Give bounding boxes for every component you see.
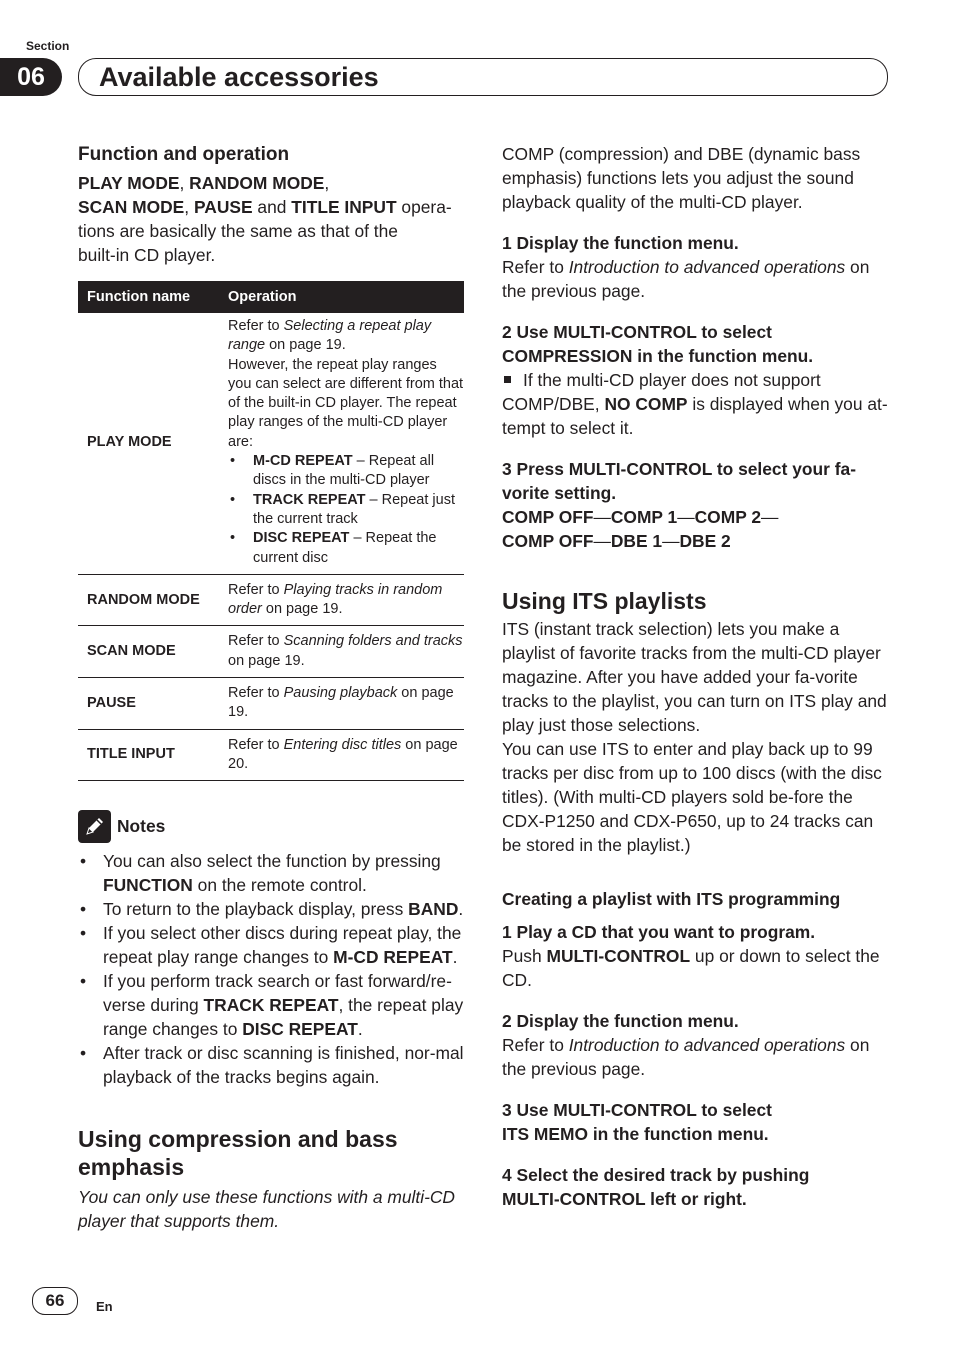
step-text: Push bbox=[502, 946, 547, 966]
refer-text: Refer to bbox=[228, 581, 284, 598]
refer-text: on page 19. bbox=[265, 337, 346, 354]
function-operation-heading: Function and operation bbox=[78, 144, 290, 165]
repeat-range-list bbox=[228, 452, 464, 568]
intro-text: tions are basically the same as that of the bbox=[78, 221, 398, 241]
compression-section bbox=[78, 1125, 464, 1233]
its-step-1 bbox=[502, 920, 892, 992]
function-operation bbox=[218, 313, 464, 574]
intro-sep: , bbox=[324, 173, 330, 193]
setting-option: COMP OFF bbox=[502, 531, 594, 551]
operation-body: However, the repeat play ranges you can select are different from that of the built-in CD player. The repeat play ranges of the multi-CD player are: bbox=[228, 356, 464, 450]
intro-sep: , bbox=[184, 197, 194, 217]
its-step-4 bbox=[502, 1163, 892, 1211]
left-column bbox=[78, 142, 464, 1233]
its-para-1: ITS (instant track selection) lets you make a playlist of favorite tracks from the multi-CD player magazine. After you have added your fa-vorite tracks to the playlist, you can turn on ITS play and play just those selections. bbox=[502, 619, 887, 735]
cross-reference-link: Scanning folders and tracks bbox=[283, 633, 463, 650]
intro-scan-mode: SCAN MODE bbox=[78, 197, 185, 217]
heading-line: 3 Press MULTI-CONTROL to select your fa- bbox=[502, 459, 856, 479]
note-text: To return to the playback display, press bbox=[103, 899, 409, 920]
comp-intro: COMP (compression) and DBE (dynamic bass emphasis) functions lets you adjust the sound playback quality of the multi-CD player. bbox=[502, 144, 861, 212]
cross-reference-link: Introduction to advanced operations bbox=[568, 257, 846, 277]
list-item bbox=[228, 491, 464, 530]
list-item-text: – Repeat just the current track bbox=[253, 491, 455, 527]
function-operation bbox=[218, 626, 464, 678]
setting-option: COMP 1 bbox=[610, 507, 678, 527]
pencil-icon bbox=[78, 810, 111, 843]
note-text: . bbox=[452, 947, 458, 968]
cross-reference-link: Playing tracks in random order bbox=[228, 581, 443, 618]
compression-intro: You can only use these functions with a multi-CD player that supports them. bbox=[78, 1187, 455, 1232]
cross-reference-link: Pausing playback bbox=[283, 685, 398, 702]
function-name: PAUSE bbox=[78, 678, 218, 730]
dash: — bbox=[593, 507, 611, 527]
step-body bbox=[502, 1033, 892, 1081]
heading-line: vorite setting. bbox=[502, 483, 617, 503]
refer-text: Refer to bbox=[228, 318, 284, 334]
its-para-2: You can use ITS to enter and play back up to 99 tracks per disc from up to 100 discs (with the disc titles). (With multi-CD players sold be-fore the CDX-P1250 and CDX-P650, up to 24 tracks can be stored in the playlist.) bbox=[502, 739, 882, 855]
heading-line: Using compression and bass bbox=[78, 1126, 398, 1153]
heading-line: MULTI-CONTROL left or right. bbox=[502, 1189, 747, 1209]
list-item-bold: TRACK REPEAT bbox=[253, 491, 366, 508]
intro-pause: PAUSE bbox=[193, 197, 253, 217]
note-bold: DISC REPEAT bbox=[242, 1019, 358, 1040]
step-heading bbox=[502, 1163, 892, 1211]
note-bold: TRACK REPEAT bbox=[203, 995, 339, 1016]
its-heading: Using ITS playlists bbox=[502, 588, 707, 614]
square-bullet-icon bbox=[504, 376, 511, 383]
dash: — bbox=[761, 507, 779, 527]
refer-text: Refer to bbox=[502, 1035, 569, 1055]
heading-line: 4 Select the desired track by pushing bbox=[502, 1165, 810, 1185]
step-bold: MULTI-CONTROL bbox=[546, 946, 691, 966]
refer-text: Refer to bbox=[228, 633, 284, 650]
language-label: En bbox=[96, 1299, 113, 1314]
setting-option: DBE 2 bbox=[679, 531, 731, 551]
intro-sep: , bbox=[179, 173, 190, 193]
list-item bbox=[78, 969, 464, 1041]
cross-reference-link: Selecting a repeat play range bbox=[228, 318, 432, 354]
function-name: RANDOM MODE bbox=[78, 574, 218, 626]
note-text: If you select other discs during repeat play, the repeat play range changes to bbox=[103, 923, 462, 968]
list-item bbox=[78, 1041, 464, 1089]
refer-text: on page 20. bbox=[228, 736, 458, 772]
intro-and: and bbox=[252, 197, 292, 217]
table-row bbox=[78, 729, 464, 781]
notes-list bbox=[78, 849, 464, 1089]
refer-text: Refer to bbox=[228, 736, 284, 753]
note-text: is displayed when you at-tempt to select it. bbox=[502, 394, 888, 438]
note-text: on the remote control. bbox=[192, 875, 367, 896]
table-row bbox=[78, 626, 464, 678]
intro-text: built-in CD player. bbox=[78, 245, 216, 265]
its-section bbox=[502, 587, 892, 1211]
intro-text: opera- bbox=[396, 197, 452, 217]
cross-reference-link: Entering disc titles bbox=[283, 736, 402, 753]
step-1 bbox=[502, 231, 892, 303]
list-item bbox=[78, 897, 464, 921]
list-item bbox=[228, 452, 464, 491]
dash: — bbox=[593, 531, 611, 551]
step-heading bbox=[502, 320, 892, 368]
notes-title: Notes bbox=[117, 815, 166, 836]
step-2 bbox=[502, 320, 892, 440]
function-operation bbox=[218, 678, 464, 730]
heading-line: emphasis bbox=[78, 1154, 185, 1181]
heading-line: 2 Use MULTI-CONTROL to select bbox=[502, 322, 772, 342]
list-item bbox=[78, 849, 464, 897]
intro-title-input: TITLE INPUT bbox=[291, 197, 397, 217]
refer-text: on the previous page. bbox=[502, 1035, 870, 1079]
page-title: Available accessories bbox=[99, 62, 379, 92]
heading-line: 3 Use MULTI-CONTROL to select bbox=[502, 1100, 772, 1120]
its-step-2 bbox=[502, 1009, 892, 1081]
note-text: , the repeat play range changes to bbox=[103, 995, 464, 1040]
dash: — bbox=[677, 507, 695, 527]
setting-option: COMP 2 bbox=[694, 507, 761, 527]
step-heading bbox=[502, 457, 892, 505]
intro-play-mode: PLAY MODE bbox=[78, 173, 180, 193]
heading-line: COMPRESSION in the function menu. bbox=[502, 346, 814, 366]
right-column bbox=[502, 142, 892, 1211]
function-operation bbox=[218, 729, 464, 781]
table-row bbox=[78, 574, 464, 626]
list-item bbox=[502, 368, 892, 440]
note-text: . bbox=[458, 899, 464, 920]
list-item-text: – Repeat all discs in the multi-CD player bbox=[253, 453, 435, 489]
its-sub-heading: Creating a playlist with ITS programming bbox=[502, 889, 841, 909]
table-header-operation: Operation bbox=[218, 281, 464, 313]
refer-text: Refer to bbox=[502, 257, 569, 277]
list-item-bold: DISC REPEAT bbox=[253, 530, 350, 547]
intro-random-mode: RANDOM MODE bbox=[189, 173, 325, 193]
refer-text: on the previous page. bbox=[502, 257, 870, 301]
list-item-text: – Repeat the current disc bbox=[253, 530, 437, 566]
refer-text: on page 19. bbox=[228, 685, 454, 721]
page-title-box bbox=[78, 58, 888, 96]
note-text: After track or disc scanning is finished, nor-mal playback of the tracks begins again. bbox=[103, 1043, 464, 1088]
step-body bbox=[502, 255, 892, 303]
step-text: up or down to select the CD. bbox=[502, 946, 880, 990]
step-3 bbox=[502, 457, 892, 553]
refer-text: on page 19. bbox=[228, 652, 305, 669]
its-step-3 bbox=[502, 1098, 892, 1146]
refer-text: on page 19. bbox=[261, 601, 343, 618]
page-number: 66 bbox=[32, 1287, 78, 1315]
step-heading: 1 Play a CD that you want to program. bbox=[502, 922, 816, 942]
function-name: PLAY MODE bbox=[78, 313, 218, 574]
step-note-list bbox=[502, 368, 892, 440]
section-label: Section bbox=[26, 39, 70, 53]
function-table bbox=[78, 281, 464, 781]
setting-sequence bbox=[502, 505, 892, 553]
dash: — bbox=[662, 531, 680, 551]
table-row bbox=[78, 313, 464, 574]
heading-line: ITS MEMO in the function menu. bbox=[502, 1124, 769, 1144]
note-bold: FUNCTION bbox=[103, 875, 193, 896]
note-text: If the multi-CD player does not support COMP/DBE, bbox=[502, 370, 821, 414]
table-row bbox=[78, 678, 464, 730]
list-item bbox=[228, 529, 464, 568]
function-name: SCAN MODE bbox=[78, 626, 218, 678]
table-header-row bbox=[78, 281, 464, 313]
note-bold: BAND bbox=[408, 899, 459, 920]
note-text: If you perform track search or fast forward/re-verse during bbox=[103, 971, 452, 1016]
function-name: TITLE INPUT bbox=[78, 729, 218, 781]
cross-reference-link: Introduction to advanced operations bbox=[568, 1035, 846, 1055]
table-header-function-name: Function name bbox=[78, 281, 218, 313]
list-item bbox=[78, 921, 464, 969]
list-item-bold: M-CD REPEAT bbox=[253, 453, 353, 470]
note-text: . bbox=[357, 1019, 363, 1040]
step-heading bbox=[502, 1098, 892, 1146]
section-number-badge: 06 bbox=[0, 58, 62, 96]
note-bold: M-CD REPEAT bbox=[333, 947, 453, 968]
setting-option: DBE 1 bbox=[610, 531, 663, 551]
compression-heading bbox=[78, 1125, 464, 1181]
step-heading: 1 Display the function menu. bbox=[502, 233, 739, 253]
step-heading: 2 Display the function menu. bbox=[502, 1011, 739, 1031]
function-operation bbox=[218, 574, 464, 626]
function-intro bbox=[78, 171, 464, 267]
notes-header bbox=[78, 809, 464, 843]
note-text: You can also select the function by pressing bbox=[103, 851, 441, 872]
setting-option: COMP OFF bbox=[502, 507, 594, 527]
note-bold: NO COMP bbox=[604, 394, 688, 414]
refer-text: Refer to bbox=[228, 685, 284, 702]
step-body bbox=[502, 944, 892, 992]
